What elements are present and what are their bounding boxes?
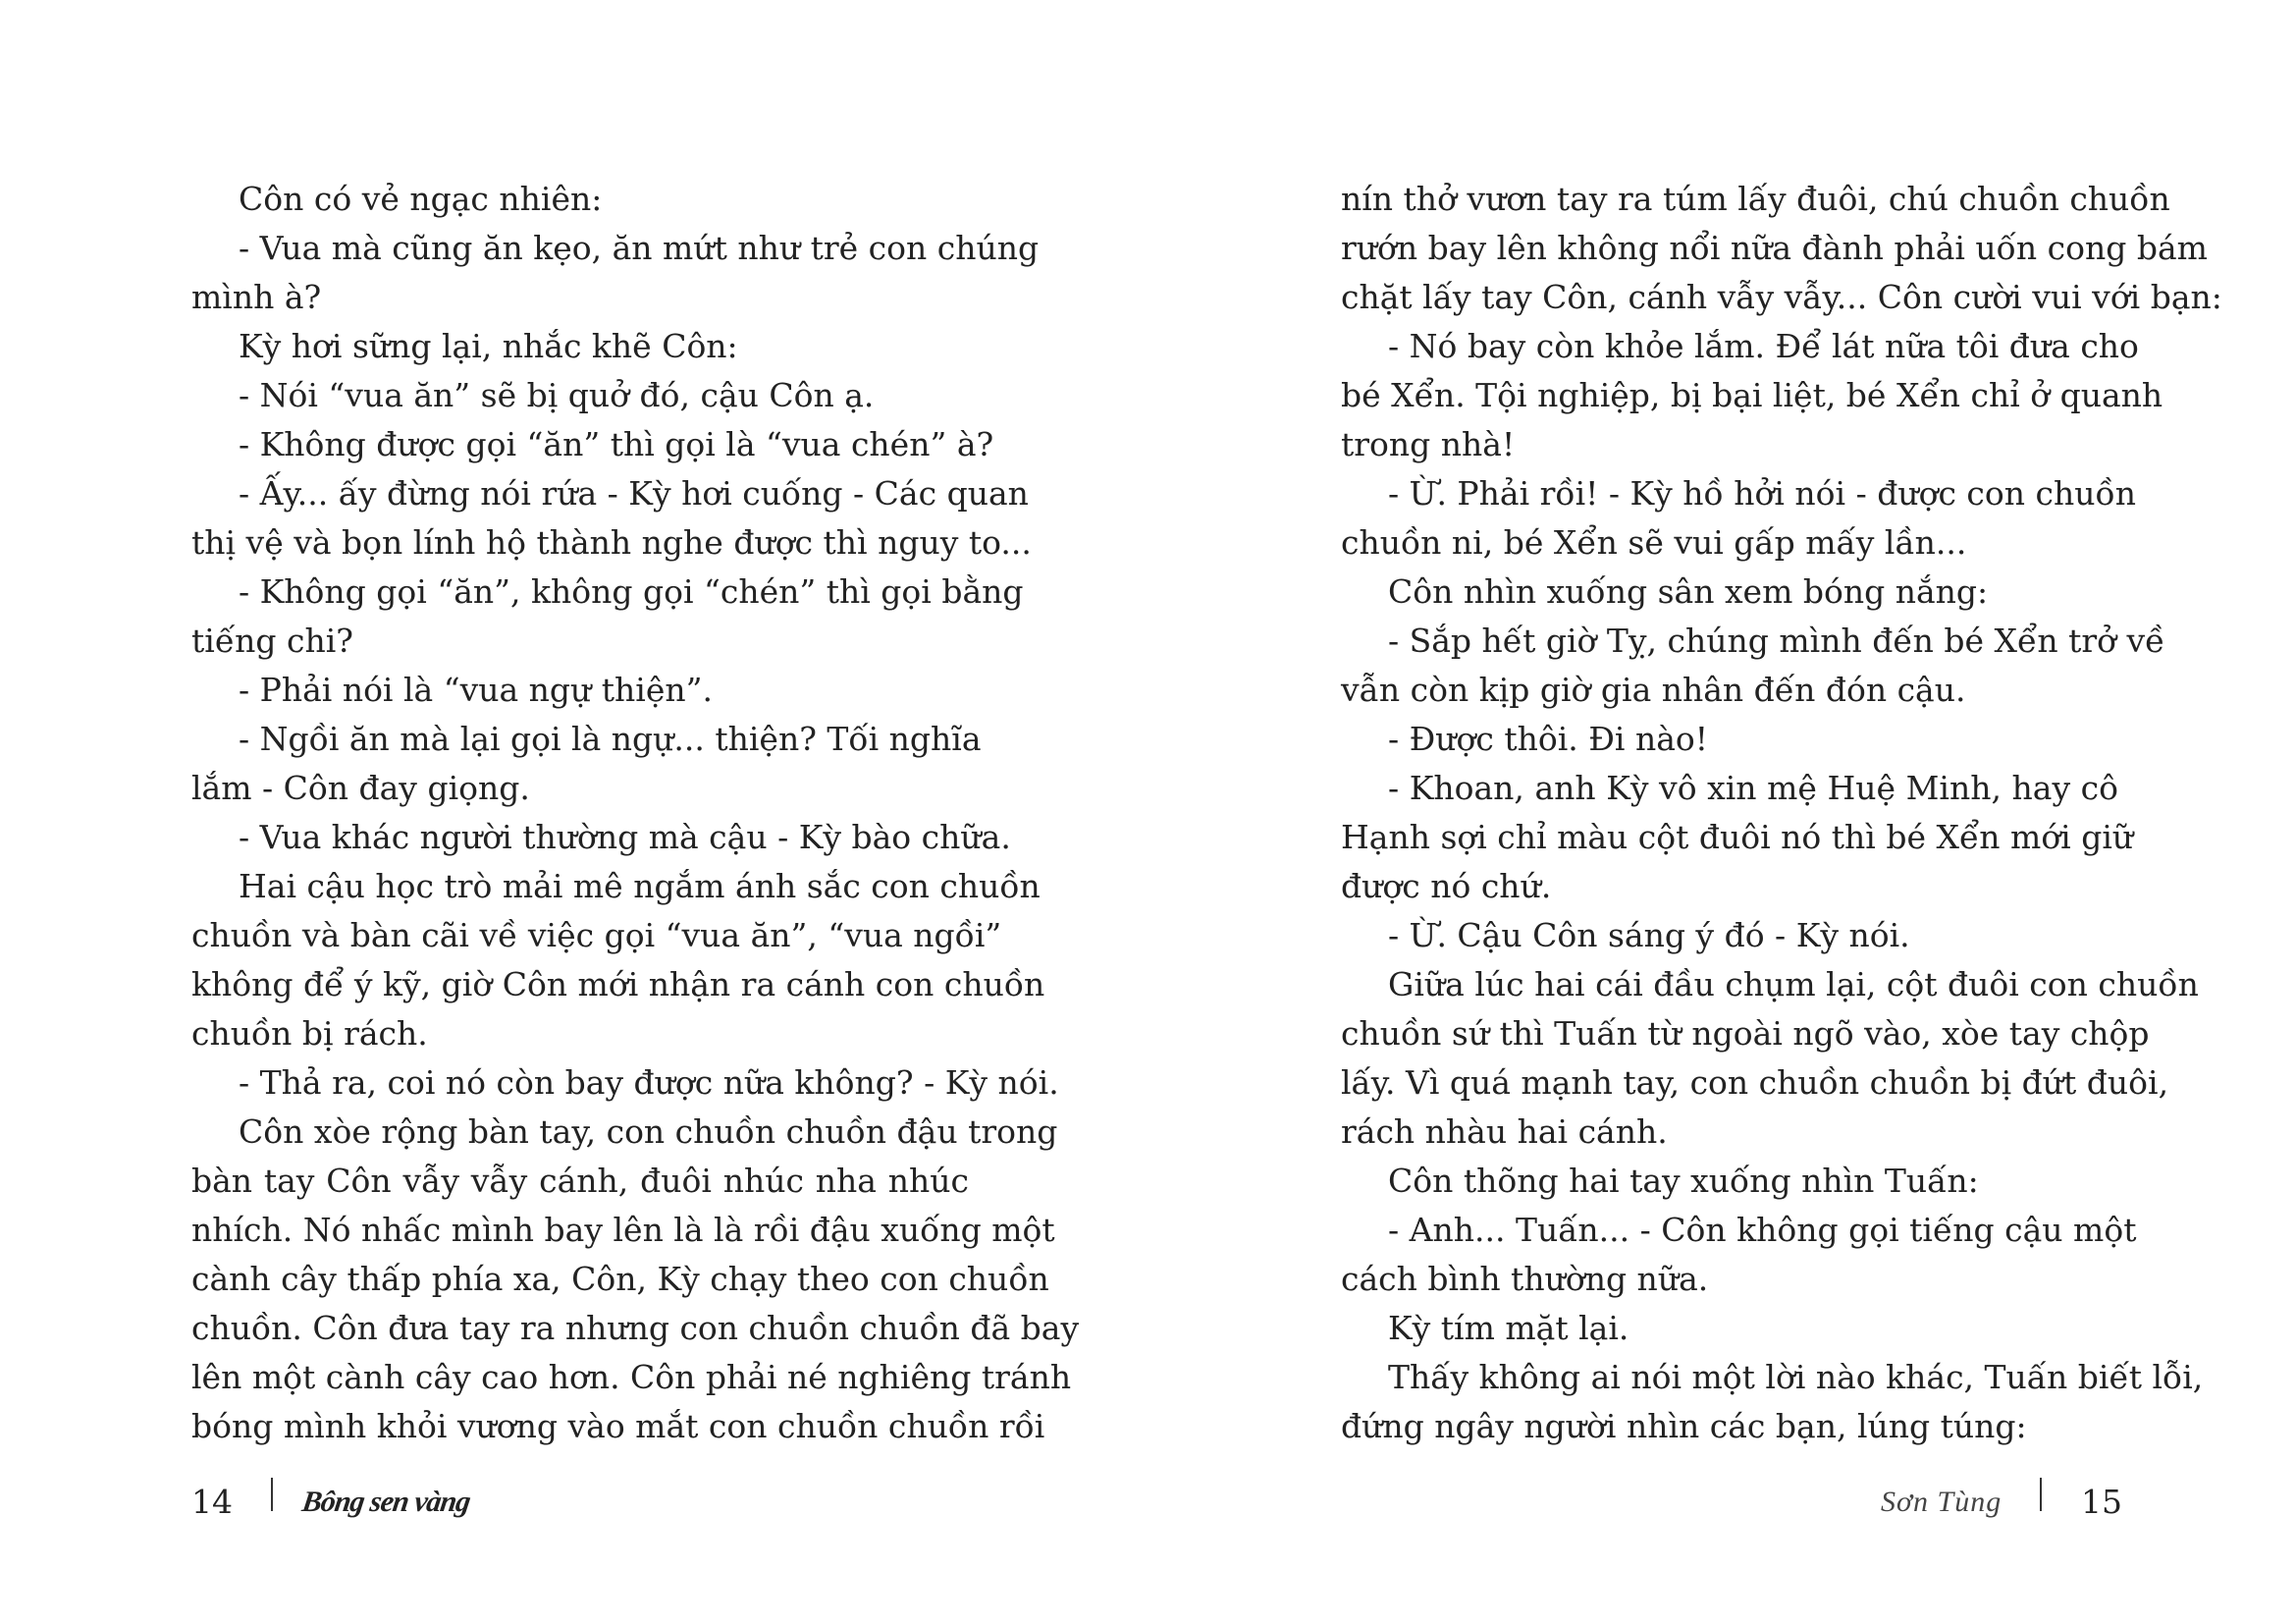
text-line: chặt lấy tay Côn, cánh vẫy vẫy... Côn cười vui với bạn: bbox=[1341, 278, 2222, 316]
text-line: Kỳ tím mặt lại. bbox=[1388, 1309, 1629, 1347]
text-line: rướn bay lên không nổi nữa đành phải uốn cong bám bbox=[1341, 229, 2208, 267]
text-line: Hạnh sợi chỉ màu cột đuôi nó thì bé Xển mới giữ bbox=[1341, 818, 2134, 856]
text-line: Hai cậu học trò mải mê ngắm ánh sắc con chuồn bbox=[239, 867, 1041, 905]
right-page-text bbox=[1341, 175, 2222, 1451]
text-line: Côn có vẻ ngạc nhiên: bbox=[239, 180, 603, 218]
text-line: Kỳ hơi sững lại, nhắc khẽ Côn: bbox=[239, 327, 738, 365]
text-line: Giữa lúc hai cái đầu chụm lại, cột đuôi con chuồn bbox=[1388, 965, 2199, 1003]
text-line: rách nhàu hai cánh. bbox=[1341, 1112, 1668, 1151]
text-line: thị vệ và bọn lính hộ thành nghe được thì nguy to... bbox=[191, 523, 1032, 562]
text-line: chuồn bị rách. bbox=[191, 1014, 428, 1053]
text-line: đứng ngây người nhìn các bạn, lúng túng: bbox=[1341, 1407, 2027, 1445]
text-line: trong nhà! bbox=[1341, 425, 1516, 463]
text-line: - Được thôi. Đi nào! bbox=[1388, 720, 1709, 758]
text-line: - Ấy... ấy đừng nói rứa - Kỳ hơi cuống - Các quan bbox=[239, 474, 1029, 513]
text-line: Côn xòe rộng bàn tay, con chuồn chuồn đậu trong bbox=[239, 1112, 1058, 1151]
text-line: - Nó bay còn khỏe lắm. Để lát nữa tôi đưa cho bbox=[1388, 327, 2139, 365]
text-line: - Không gọi “ăn”, không gọi “chén” thì gọi bằng bbox=[239, 572, 1024, 611]
left-page-text bbox=[191, 175, 1080, 1451]
text-line: - Vua khác người thường mà cậu - Kỳ bào chữa. bbox=[239, 818, 1011, 856]
text-line: được nó chứ. bbox=[1341, 867, 1552, 905]
text-line: - Sắp hết giờ Tỵ, chúng mình đến bé Xển trở về bbox=[1388, 622, 2165, 660]
page-number-right: 15 bbox=[2081, 1483, 2122, 1521]
text-line: tiếng chi? bbox=[191, 622, 353, 660]
text-line: chuồn sứ thì Tuấn từ ngoài ngõ vào, xòe tay chộp bbox=[1341, 1014, 2150, 1053]
text-line: bàn tay Côn vẫy vẫy cánh, đuôi nhúc nha nhúc bbox=[191, 1162, 969, 1200]
text-line: bé Xển. Tội nghiệp, bị bại liệt, bé Xển chỉ ở quanh bbox=[1341, 376, 2163, 414]
text-line: cành cây thấp phía xa, Côn, Kỳ chạy theo con chuồn bbox=[191, 1260, 1049, 1298]
text-line: - Vua mà cũng ăn kẹo, ăn mứt như trẻ con chúng bbox=[239, 229, 1040, 267]
text-line: vẫn còn kịp giờ gia nhân đến đón cậu. bbox=[1341, 671, 1966, 709]
text-line: - Anh... Tuấn... - Côn không gọi tiếng cậu một bbox=[1388, 1211, 2137, 1249]
text-line: - Phải nói là “vua ngự thiện”. bbox=[239, 671, 713, 709]
text-line: chuồn. Côn đưa tay ra nhưng con chuồn chuồn đã bay bbox=[191, 1309, 1080, 1347]
text-line: nhích. Nó nhấc mình bay lên là là rồi đậu xuống một bbox=[191, 1211, 1055, 1249]
text-line: chuồn và bàn cãi về việc gọi “vua ăn”, “vua ngồi” bbox=[191, 916, 1002, 954]
text-line: - Khoan, anh Kỳ vô xin mệ Huệ Minh, hay cô bbox=[1388, 769, 2118, 807]
footer-divider-left bbox=[271, 1478, 273, 1511]
text-line: bóng mình khỏi vương vào mắt con chuồn chuồn rồi bbox=[191, 1407, 1045, 1445]
text-line: lắm - Côn đay giọng. bbox=[191, 769, 530, 807]
running-title-book: Bông sen vàng bbox=[299, 1486, 472, 1518]
text-line: lên một cành cây cao hơn. Côn phải né nghiêng tránh bbox=[191, 1358, 1072, 1396]
footer-divider-right bbox=[2040, 1478, 2042, 1511]
running-title-author: Sơn Tùng bbox=[1881, 1486, 2002, 1518]
text-line: - Ừ. Phải rồi! - Kỳ hồ hởi nói - được con chuồn bbox=[1388, 474, 2136, 513]
text-line: chuồn ni, bé Xển sẽ vui gấp mấy lần... bbox=[1341, 523, 1967, 562]
text-line: nín thở vươn tay ra túm lấy đuôi, chú chuồn chuồn bbox=[1341, 180, 2170, 218]
text-line: mình à? bbox=[191, 278, 322, 316]
page-number-left: 14 bbox=[191, 1483, 233, 1521]
text-line: - Ngồi ăn mà lại gọi là ngự... thiện? Tối nghĩa bbox=[239, 720, 982, 758]
text-line: - Không được gọi “ăn” thì gọi là “vua chén” à? bbox=[239, 425, 994, 463]
text-line: lấy. Vì quá mạnh tay, con chuồn chuồn bị đứt đuôi, bbox=[1341, 1063, 2169, 1102]
text-line: Côn nhìn xuống sân xem bóng nắng: bbox=[1388, 572, 1989, 611]
text-line: - Ừ. Cậu Côn sáng ý đó - Kỳ nói. bbox=[1388, 916, 1910, 954]
text-line: - Nói “vua ăn” sẽ bị quở đó, cậu Côn ạ. bbox=[239, 376, 875, 414]
text-line: không để ý kỹ, giờ Côn mới nhận ra cánh con chuồn bbox=[191, 965, 1045, 1003]
text-line: Côn thõng hai tay xuống nhìn Tuấn: bbox=[1388, 1162, 1979, 1200]
text-line: - Thả ra, coi nó còn bay được nữa không? - Kỳ nói. bbox=[239, 1063, 1059, 1102]
text-line: cách bình thường nữa. bbox=[1341, 1260, 1709, 1298]
text-line: Thấy không ai nói một lời nào khác, Tuấn biết lỗi, bbox=[1388, 1358, 2204, 1396]
